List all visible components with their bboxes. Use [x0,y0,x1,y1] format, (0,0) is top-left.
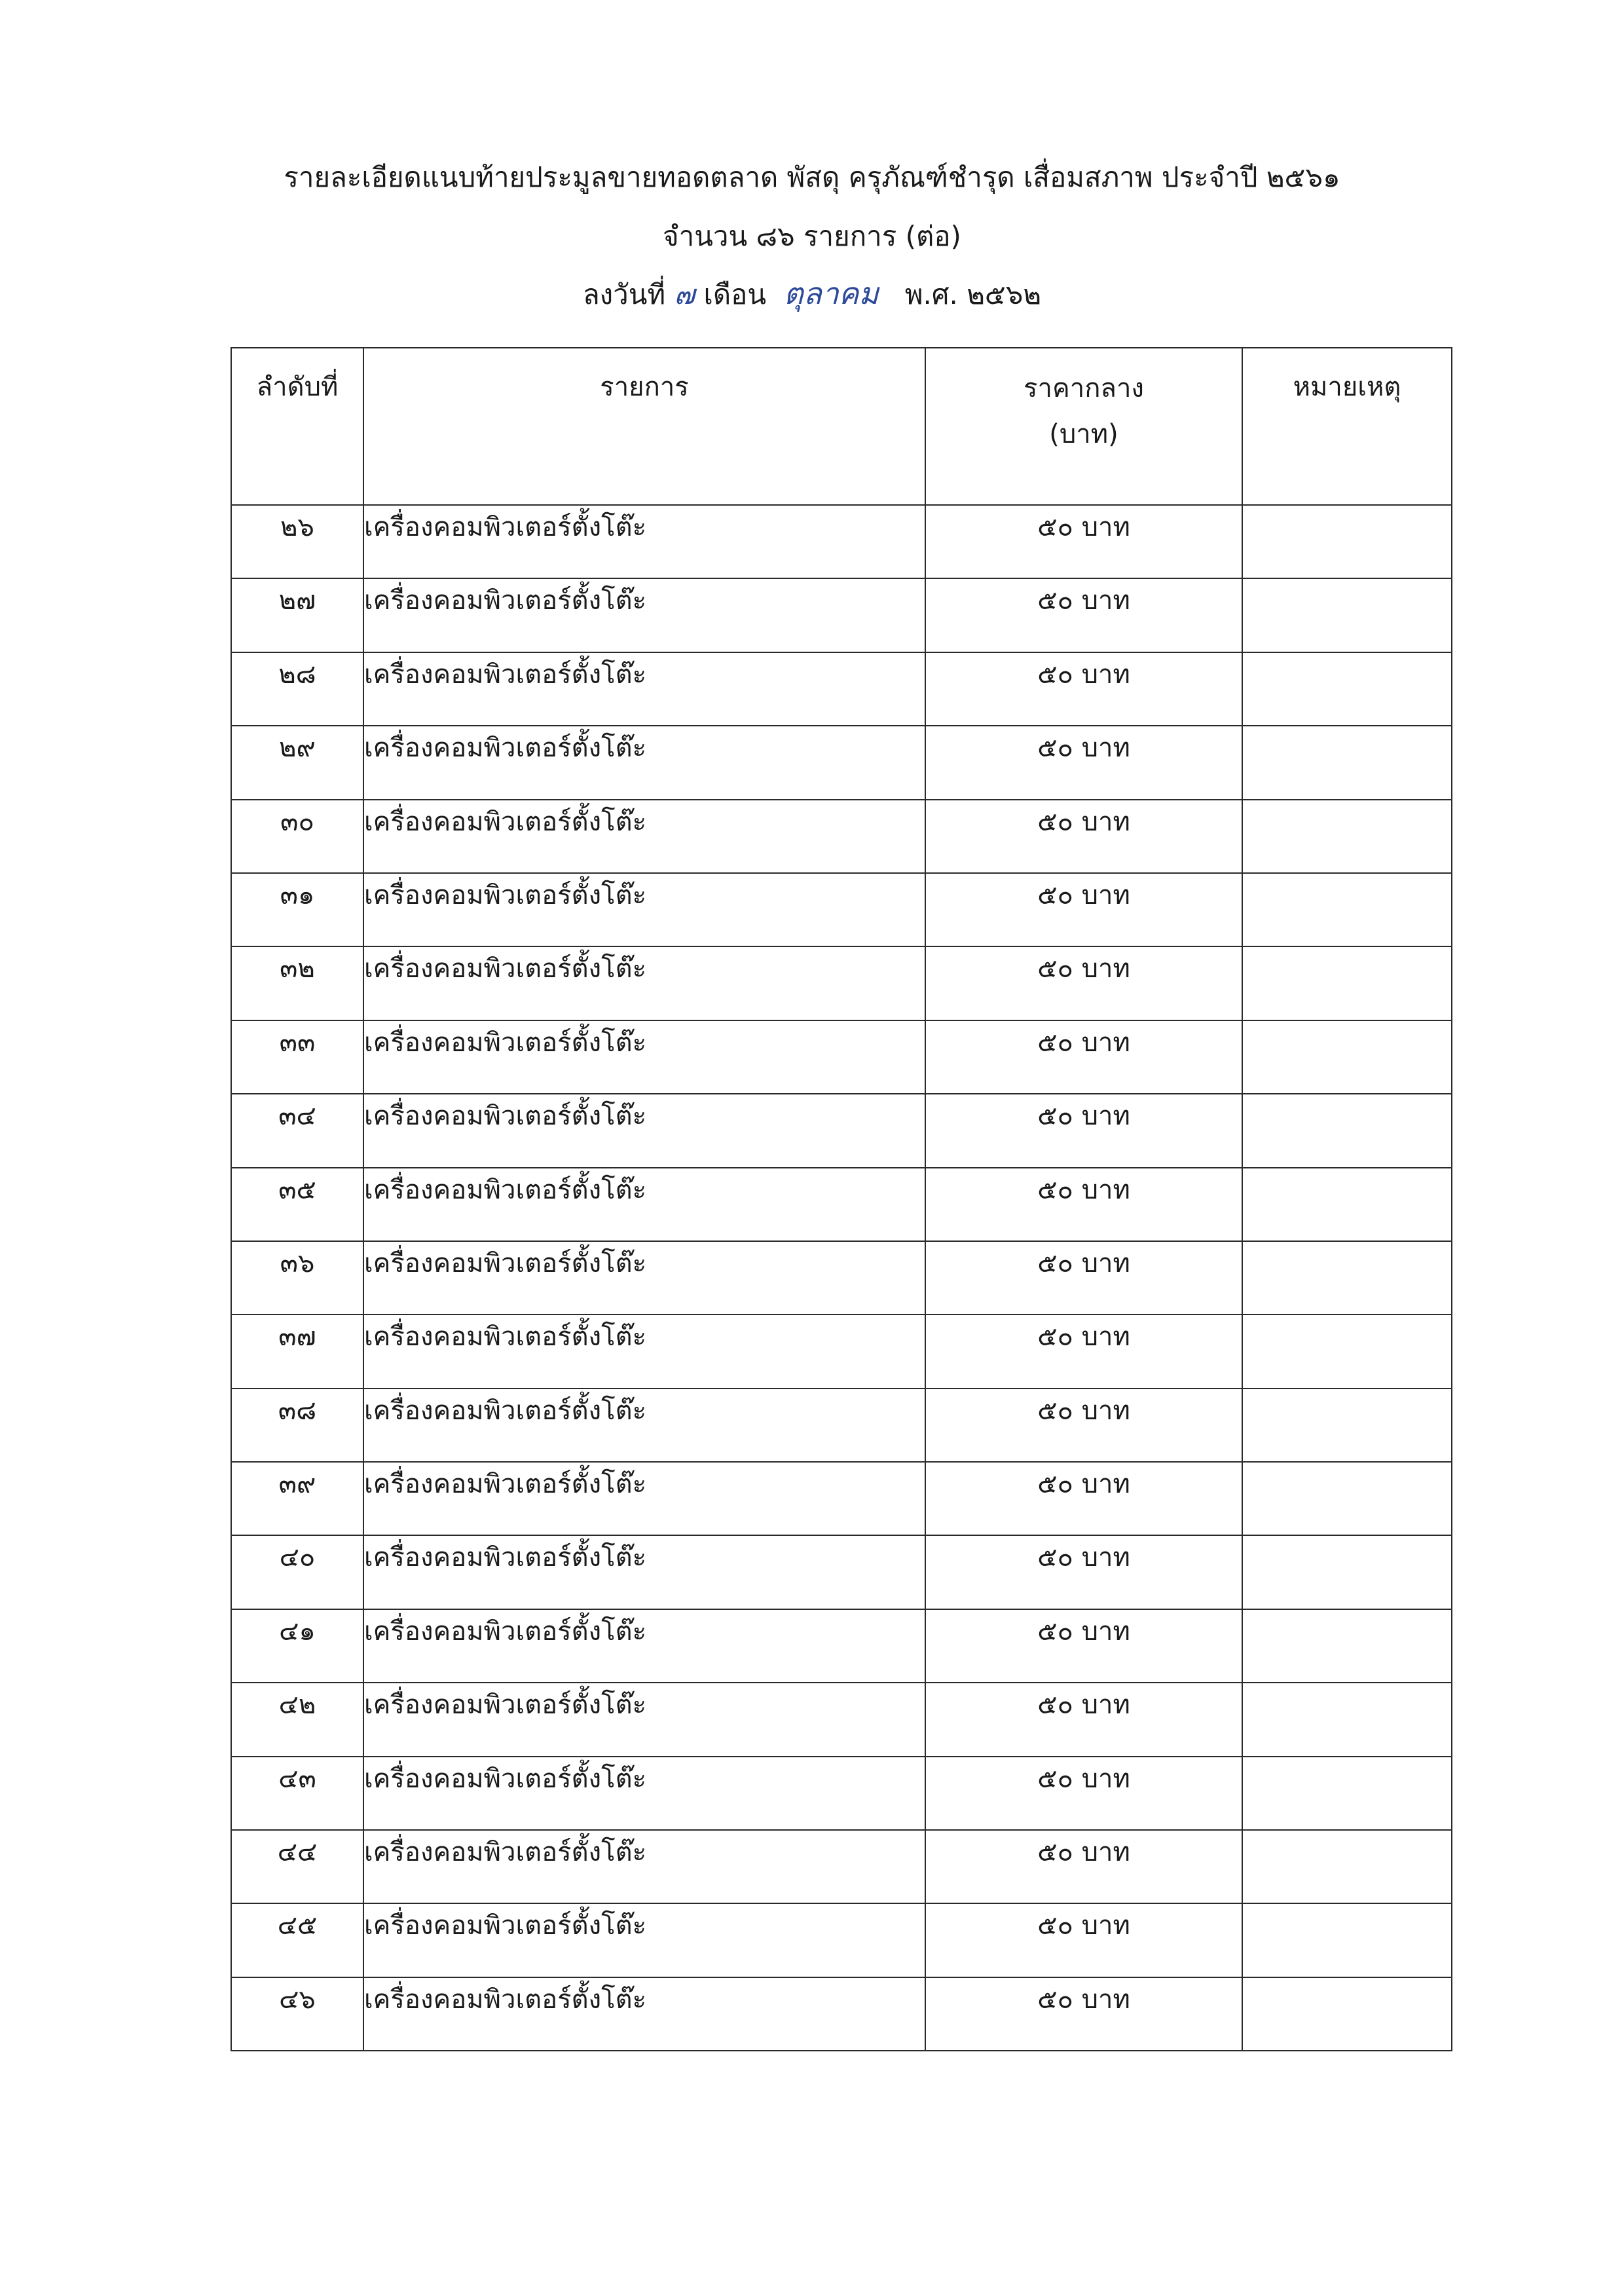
row-price: ๕๐ บาท [925,946,1242,1020]
row-seq: ๓๔ [231,1094,363,1167]
row-price: ๕๐ บาท [925,726,1242,799]
row-price: ๕๐ บาท [925,873,1242,946]
document-date-line [0,276,1624,311]
row-note [1242,800,1452,873]
row-item: เครื่องคอมพิวเตอร์ตั้งโต๊ะ [363,505,925,578]
row-note [1242,1757,1452,1830]
table-row [231,1094,1452,1167]
row-price: ๕๐ บาท [925,1241,1242,1315]
table-row [231,505,1452,578]
row-note [1242,1315,1452,1388]
row-seq: ๓๖ [231,1241,363,1315]
row-seq: ๒๗ [231,578,363,652]
row-seq: ๓๕ [231,1168,363,1241]
row-note [1242,1683,1452,1756]
row-price: ๕๐ บาท [925,652,1242,726]
table-header-row [231,348,1452,505]
document-title: รายละเอียดแนบท้ายประมูลขายทอดตลาด พัสดุ ครุภัณฑ์ชำรุด เสื่อมสภาพ ประจำปี ๒๕๖๑ [284,161,1340,193]
table-row [231,1462,1452,1535]
row-item: เครื่องคอมพิวเตอร์ตั้งโต๊ะ [363,1683,925,1756]
row-price: ๕๐ บาท [925,1315,1242,1388]
date-year: พ.ศ. ๒๕๖๒ [904,278,1042,310]
row-seq: ๓๑ [231,873,363,946]
row-item: เครื่องคอมพิวเตอร์ตั้งโต๊ะ [363,1241,925,1315]
table-row [231,1241,1452,1315]
row-item: เครื่องคอมพิวเตอร์ตั้งโต๊ะ [363,1462,925,1535]
row-price: ๕๐ บาท [925,1535,1242,1609]
row-price: ๕๐ บาท [925,578,1242,652]
row-item: เครื่องคอมพิวเตอร์ตั้งโต๊ะ [363,873,925,946]
row-item: เครื่องคอมพิวเตอร์ตั้งโต๊ะ [363,1830,925,1903]
row-note [1242,578,1452,652]
date-prefix: ลงวันที่ [582,278,666,310]
row-seq: ๓๐ [231,800,363,873]
items-table [231,347,1452,2051]
row-note [1242,1168,1452,1241]
row-item: เครื่องคอมพิวเตอร์ตั้งโต๊ะ [363,1389,925,1462]
row-seq: ๒๖ [231,505,363,578]
price-header-line2: (บาท) [1049,419,1118,449]
row-note [1242,1903,1452,1977]
row-note [1242,946,1452,1020]
row-note [1242,1535,1452,1609]
table-row [231,1977,1452,2051]
column-header-price [925,348,1242,505]
row-seq: ๔๕ [231,1903,363,1977]
table-row [231,1903,1452,1977]
row-price: ๕๐ บาท [925,1094,1242,1167]
date-month: ตุลาคม [783,276,879,311]
row-item: เครื่องคอมพิวเตอร์ตั้งโต๊ะ [363,578,925,652]
row-price: ๕๐ บาท [925,1977,1242,2051]
row-price: ๕๐ บาท [925,800,1242,873]
row-item: เครื่องคอมพิวเตอร์ตั้งโต๊ะ [363,652,925,726]
row-item: เครื่องคอมพิวเตอร์ตั้งโต๊ะ [363,1094,925,1167]
row-price: ๕๐ บาท [925,1683,1242,1756]
row-price: ๕๐ บาท [925,1462,1242,1535]
row-seq: ๔๐ [231,1535,363,1609]
table-row [231,1609,1452,1683]
row-seq: ๔๓ [231,1757,363,1830]
row-seq: ๒๙ [231,726,363,799]
row-item: เครื่องคอมพิวเตอร์ตั้งโต๊ะ [363,1315,925,1388]
table-row [231,1315,1452,1388]
row-seq: ๓๗ [231,1315,363,1388]
row-seq: ๔๔ [231,1830,363,1903]
row-seq: ๔๖ [231,1977,363,2051]
table-row [231,652,1452,726]
row-item: เครื่องคอมพิวเตอร์ตั้งโต๊ะ [363,1020,925,1094]
row-note [1242,1462,1452,1535]
row-price: ๕๐ บาท [925,1389,1242,1462]
row-note [1242,652,1452,726]
row-note [1242,726,1452,799]
row-seq: ๓๒ [231,946,363,1020]
row-item: เครื่องคอมพิวเตอร์ตั้งโต๊ะ [363,800,925,873]
row-item: เครื่องคอมพิวเตอร์ตั้งโต๊ะ [363,1757,925,1830]
date-day: ๗ [674,278,695,310]
column-header-seq: ลำดับที่ [231,348,363,505]
row-price: ๕๐ บาท [925,1830,1242,1903]
row-price: ๕๐ บาท [925,1757,1242,1830]
table-row [231,1168,1452,1241]
row-note [1242,1830,1452,1903]
row-note [1242,1609,1452,1683]
date-month-label: เดือน [703,278,767,310]
row-item: เครื่องคอมพิวเตอร์ตั้งโต๊ะ [363,1535,925,1609]
row-note [1242,505,1452,578]
row-seq: ๔๑ [231,1609,363,1683]
row-item: เครื่องคอมพิวเตอร์ตั้งโต๊ะ [363,1903,925,1977]
row-seq: ๓๘ [231,1389,363,1462]
table-row [231,578,1452,652]
row-note [1242,873,1452,946]
row-item: เครื่องคอมพิวเตอร์ตั้งโต๊ะ [363,1168,925,1241]
row-note [1242,1020,1452,1094]
column-header-note: หมายเหตุ [1242,348,1452,505]
price-header-line1: ราคากลาง [1024,373,1144,403]
table-row [231,946,1452,1020]
row-note [1242,1977,1452,2051]
row-seq: ๓๙ [231,1462,363,1535]
row-price: ๕๐ บาท [925,1609,1242,1683]
row-seq: ๓๓ [231,1020,363,1094]
row-item: เครื่องคอมพิวเตอร์ตั้งโต๊ะ [363,726,925,799]
document-subtitle: จำนวน ๘๖ รายการ (ต่อ) [663,220,961,252]
row-price: ๕๐ บาท [925,1168,1242,1241]
table-row [231,1757,1452,1830]
table-row [231,800,1452,873]
table-row [231,1683,1452,1756]
table-row [231,873,1452,946]
row-note [1242,1389,1452,1462]
column-header-item: รายการ [363,348,925,505]
row-price: ๕๐ บาท [925,1020,1242,1094]
table-row [231,1535,1452,1609]
row-item: เครื่องคอมพิวเตอร์ตั้งโต๊ะ [363,1609,925,1683]
table-row [231,1389,1452,1462]
table-row [231,1020,1452,1094]
row-seq: ๔๒ [231,1683,363,1756]
table-row [231,726,1452,799]
table-row [231,1830,1452,1903]
row-note [1242,1241,1452,1315]
row-item: เครื่องคอมพิวเตอร์ตั้งโต๊ะ [363,1977,925,2051]
row-price: ๕๐ บาท [925,1903,1242,1977]
row-note [1242,1094,1452,1167]
row-item: เครื่องคอมพิวเตอร์ตั้งโต๊ะ [363,946,925,1020]
row-price: ๕๐ บาท [925,505,1242,578]
row-seq: ๒๘ [231,652,363,726]
